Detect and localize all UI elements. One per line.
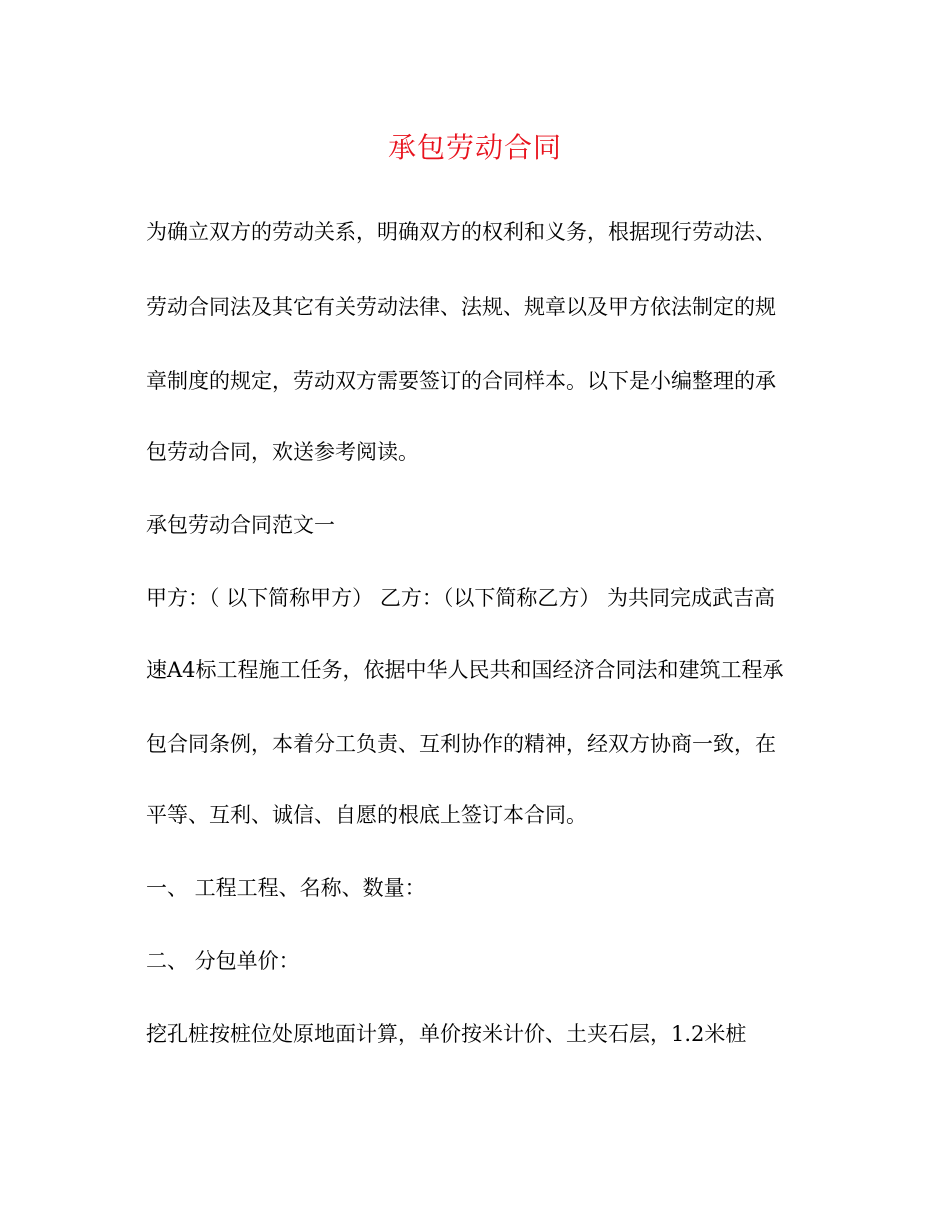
- document-title: 承包劳动合同: [387, 131, 562, 164]
- paragraph-line: 章制度的规定，劳动双方需要签订的合同样本。以下是小编整理的承: [146, 369, 776, 393]
- paragraph-line: 包合同条例，本着分工负责、互利协作的精神，经双方协商一致，在: [146, 732, 776, 756]
- paragraph-line: 挖孔桩按桩位处原地面计算，单价按米计价、土夹石层，1.2米桩: [146, 1022, 747, 1046]
- paragraph-line: 平等、互利、诚信、自愿的根底上签订本合同。: [146, 803, 587, 827]
- paragraph-line: 甲方：（ 以下简称甲方） 乙方：（以下简称乙方） 为共同完成武吉高: [146, 586, 776, 610]
- list-item: 一、 工程工程、名称、数量：: [146, 876, 426, 900]
- section-heading: 承包劳动合同范文一: [146, 513, 335, 537]
- paragraph-line: 为确立双方的劳动关系，明确双方的权利和义务，根据现行劳动法、: [146, 220, 776, 244]
- list-item: 二、 分包单价：: [146, 949, 300, 973]
- paragraph-line: 速A4标工程施工任务，依据中华人民共和国经济合同法和建筑工程承: [146, 658, 784, 682]
- paragraph-line: 包劳动合同，欢送参考阅读。: [146, 440, 419, 464]
- paragraph-line: 劳动合同法及其它有关劳动法律、法规、规章以及甲方依法制定的规: [146, 295, 776, 319]
